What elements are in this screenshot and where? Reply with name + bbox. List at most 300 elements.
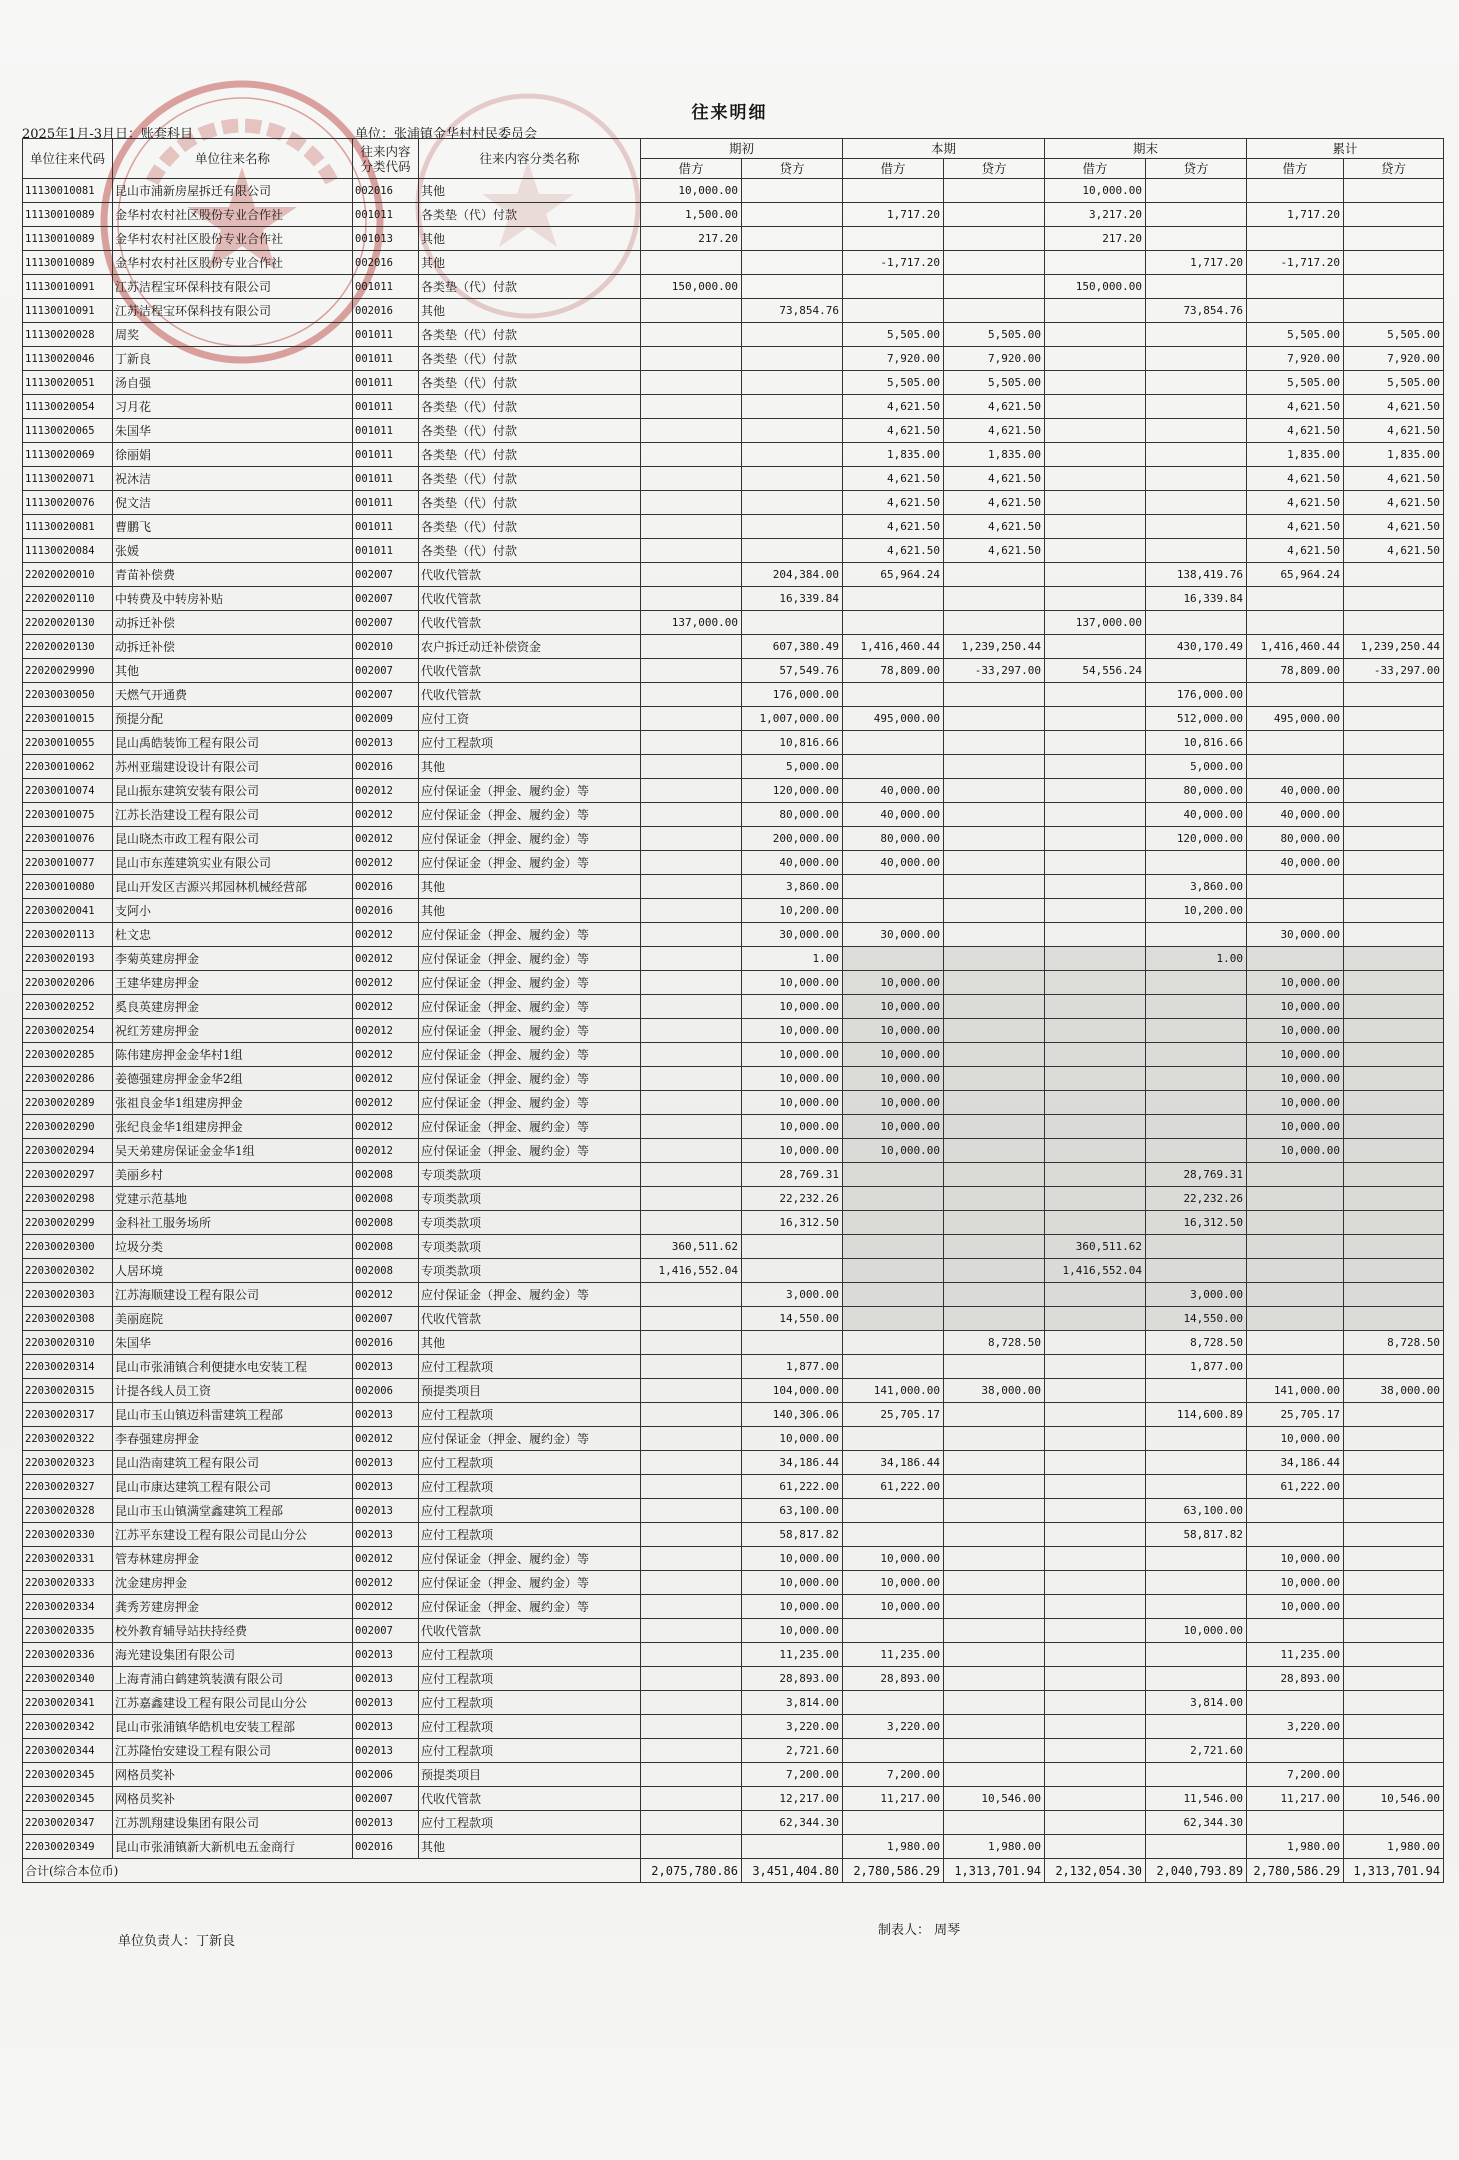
row-code: 22030020254 [23,1019,113,1043]
row-category-name: 各类垫（代）付款 [419,203,641,227]
table-row [23,227,1444,251]
row-cumulative-debit: 10,000.00 [1247,1139,1344,1163]
row-cumulative-credit [1344,1043,1444,1067]
row-ending-debit: 54,556.24 [1045,659,1146,683]
row-opening-debit [641,587,742,611]
row-ending-debit [1045,1451,1146,1475]
row-opening-credit [742,1259,843,1283]
row-cumulative-debit: 10,000.00 [1247,1067,1344,1091]
row-ending-credit [1146,1547,1247,1571]
table-row [23,1523,1444,1547]
row-opening-credit [742,491,843,515]
table-row [23,1067,1444,1091]
row-code: 22030020303 [23,1283,113,1307]
row-cumulative-credit: 7,920.00 [1344,347,1444,371]
row-current-debit [843,1811,944,1835]
row-current-debit [843,179,944,203]
row-cumulative-credit [1344,1355,1444,1379]
row-cumulative-credit [1344,875,1444,899]
row-opening-debit [641,1379,742,1403]
row-category-code: 002013 [353,731,419,755]
table-row [23,251,1444,275]
row-cumulative-debit: 10,000.00 [1247,1043,1344,1067]
row-category-name: 应付工程款项 [419,1403,641,1427]
row-ending-credit [1146,1019,1247,1043]
row-ending-debit [1045,491,1146,515]
row-ending-credit [1146,659,1247,683]
row-current-debit: 4,621.50 [843,467,944,491]
row-category-code: 001011 [353,491,419,515]
row-opening-debit [641,635,742,659]
row-ending-debit [1045,1043,1146,1067]
row-opening-debit [641,1523,742,1547]
row-opening-credit: 30,000.00 [742,923,843,947]
row-category-name: 应付保证金（押金、履约金）等 [419,923,641,947]
row-ending-credit: 3,000.00 [1146,1283,1247,1307]
row-category-name: 应付保证金（押金、履约金）等 [419,1595,641,1619]
row-cumulative-credit [1344,203,1444,227]
row-current-debit: 10,000.00 [843,1091,944,1115]
preparer-signature: 制表人： 周琴 [878,1923,961,1938]
row-category-code: 002008 [353,1211,419,1235]
row-cumulative-credit [1344,1571,1444,1595]
row-ending-credit [1146,1067,1247,1091]
row-current-debit: 40,000.00 [843,851,944,875]
row-ending-debit [1045,323,1146,347]
row-code: 22030020193 [23,947,113,971]
row-ending-credit [1146,1259,1247,1283]
row-ending-credit: 1.00 [1146,947,1247,971]
row-code: 22030030050 [23,683,113,707]
row-cumulative-credit [1344,251,1444,275]
row-cumulative-debit: 1,980.00 [1247,1835,1344,1859]
row-current-credit [944,1523,1045,1547]
row-name: 江苏嘉鑫建设工程有限公司昆山分公 [113,1691,353,1715]
row-opening-debit [641,683,742,707]
row-cumulative-credit [1344,1115,1444,1139]
row-opening-credit [742,371,843,395]
row-category-code: 002008 [353,1187,419,1211]
row-category-name: 应付保证金（押金、履约金）等 [419,1139,641,1163]
row-current-debit [843,587,944,611]
row-code: 22030020331 [23,1547,113,1571]
row-cumulative-debit: 61,222.00 [1247,1475,1344,1499]
row-current-credit [944,1091,1045,1115]
row-code: 22030020322 [23,1427,113,1451]
row-cumulative-debit [1247,875,1344,899]
row-cumulative-debit: 7,200.00 [1247,1763,1344,1787]
header-current: 本期 [843,139,1045,159]
row-current-debit: 4,621.50 [843,395,944,419]
row-category-name: 应付保证金（押金、履约金）等 [419,1019,641,1043]
row-cumulative-debit: 4,621.50 [1247,419,1344,443]
row-name: 昆山开发区吉源兴邦园林机械经营部 [113,875,353,899]
row-category-name: 各类垫（代）付款 [419,515,641,539]
row-code: 22030010076 [23,827,113,851]
row-cumulative-credit: 8,728.50 [1344,1331,1444,1355]
row-category-code: 002016 [353,1331,419,1355]
row-category-code: 002012 [353,1043,419,1067]
row-opening-credit [742,227,843,251]
row-ending-credit: 40,000.00 [1146,803,1247,827]
row-category-name: 应付保证金（押金、履约金）等 [419,1547,641,1571]
report-unit: 单位：张浦镇金华村村民委员会 [355,127,538,142]
row-opening-credit: 12,217.00 [742,1787,843,1811]
row-cumulative-debit [1247,899,1344,923]
row-opening-credit: 10,816.66 [742,731,843,755]
row-opening-credit: 1,007,000.00 [742,707,843,731]
row-category-code: 001011 [353,419,419,443]
row-ending-debit [1045,467,1146,491]
row-opening-credit [742,515,843,539]
row-cumulative-debit: 3,220.00 [1247,1715,1344,1739]
row-ending-debit [1045,635,1146,659]
row-name: 奚良英建房押金 [113,995,353,1019]
row-name: 支阿小 [113,899,353,923]
row-current-debit: 7,200.00 [843,1763,944,1787]
row-code: 22030020323 [23,1451,113,1475]
row-current-debit: 10,000.00 [843,1547,944,1571]
row-name: 昆山市张浦镇华皓机电安装工程部 [113,1715,353,1739]
row-opening-debit [641,1499,742,1523]
row-ending-credit [1146,395,1247,419]
row-category-name: 应付工程款项 [419,1739,641,1763]
row-current-debit: 1,416,460.44 [843,635,944,659]
row-category-name: 应付保证金（押金、履约金）等 [419,947,641,971]
row-category-code: 002008 [353,1235,419,1259]
row-opening-debit [641,1043,742,1067]
row-cumulative-credit [1344,1427,1444,1451]
row-cumulative-debit [1247,275,1344,299]
row-cumulative-debit: 5,505.00 [1247,323,1344,347]
row-category-code: 001011 [353,347,419,371]
table-row [23,419,1444,443]
table-row [23,1259,1444,1283]
row-code: 22030020298 [23,1187,113,1211]
row-category-name: 代收代管款 [419,611,641,635]
row-cumulative-debit: 40,000.00 [1247,851,1344,875]
table-row [23,659,1444,683]
row-cumulative-credit [1344,1163,1444,1187]
row-opening-debit: 10,000.00 [641,179,742,203]
row-ending-debit [1045,419,1146,443]
row-cumulative-debit [1247,299,1344,323]
row-code: 11130010089 [23,203,113,227]
row-opening-credit [742,611,843,635]
row-category-name: 应付工程款项 [419,1355,641,1379]
row-category-code: 002013 [353,1691,419,1715]
row-cumulative-credit [1344,1259,1444,1283]
row-opening-credit: 22,232.26 [742,1187,843,1211]
table-row [23,755,1444,779]
row-current-debit: 4,621.50 [843,515,944,539]
row-cumulative-credit [1344,1619,1444,1643]
row-current-debit: 10,000.00 [843,1595,944,1619]
row-code: 22030020330 [23,1523,113,1547]
row-category-code: 002012 [353,1571,419,1595]
row-opening-credit: 73,854.76 [742,299,843,323]
row-current-credit [944,755,1045,779]
row-category-code: 002016 [353,179,419,203]
row-opening-debit [641,803,742,827]
table-row [23,1235,1444,1259]
ledger-table [22,138,1444,1883]
row-code: 22020029990 [23,659,113,683]
row-current-credit [944,851,1045,875]
row-opening-credit [742,395,843,419]
row-category-code: 002010 [353,635,419,659]
row-category-code: 002016 [353,1835,419,1859]
row-opening-debit [641,1187,742,1211]
row-cumulative-debit [1247,1163,1344,1187]
row-category-code: 002012 [353,1091,419,1115]
row-opening-credit: 2,721.60 [742,1739,843,1763]
row-current-debit [843,1283,944,1307]
row-current-credit: 5,505.00 [944,323,1045,347]
row-cumulative-debit: 1,416,460.44 [1247,635,1344,659]
row-cumulative-debit: 11,235.00 [1247,1643,1344,1667]
row-ending-credit [1146,1427,1247,1451]
row-cumulative-debit: 10,000.00 [1247,1091,1344,1115]
row-opening-debit: 217.20 [641,227,742,251]
row-current-credit: 4,621.50 [944,467,1045,491]
row-current-debit [843,1187,944,1211]
row-cumulative-debit: 10,000.00 [1247,971,1344,995]
row-name: 昆山振东建筑安装有限公司 [113,779,353,803]
row-opening-credit [742,323,843,347]
table-row [23,1307,1444,1331]
row-opening-debit [641,731,742,755]
row-cumulative-debit [1247,1811,1344,1835]
row-cumulative-credit: 1,835.00 [1344,443,1444,467]
row-name: 昆山禹皓装饰工程有限公司 [113,731,353,755]
row-current-debit [843,299,944,323]
row-current-credit [944,1283,1045,1307]
report-title: 往来明细 [691,103,768,123]
row-category-name: 应付保证金（押金、履约金）等 [419,1067,641,1091]
row-category-code: 002007 [353,1619,419,1643]
row-cumulative-debit [1247,1283,1344,1307]
row-opening-credit: 1.00 [742,947,843,971]
row-current-debit: 5,505.00 [843,371,944,395]
row-current-credit [944,899,1045,923]
row-current-credit [944,1763,1045,1787]
table-row [23,563,1444,587]
table-row [23,851,1444,875]
row-opening-debit [641,1355,742,1379]
row-current-debit [843,611,944,635]
header-category-code: 往来内容分类代码 [353,139,419,179]
row-ending-debit [1045,1475,1146,1499]
row-current-debit: 10,000.00 [843,1571,944,1595]
row-ending-credit: 3,860.00 [1146,875,1247,899]
row-cumulative-credit [1344,563,1444,587]
row-ending-credit: 1,877.00 [1146,1355,1247,1379]
row-code: 22030020327 [23,1475,113,1499]
row-ending-debit [1045,443,1146,467]
row-code: 22020020110 [23,587,113,611]
row-category-name: 应付工程款项 [419,1811,641,1835]
row-cumulative-debit: 10,000.00 [1247,1115,1344,1139]
row-category-code: 001011 [353,203,419,227]
row-category-code: 002012 [353,1019,419,1043]
row-ending-debit [1045,1619,1146,1643]
row-name: 江苏凯翔建设集团有限公司 [113,1811,353,1835]
row-code: 11130020051 [23,371,113,395]
row-ending-credit: 2,721.60 [1146,1739,1247,1763]
row-code: 22030020315 [23,1379,113,1403]
row-category-name: 各类垫（代）付款 [419,467,641,491]
row-opening-debit [641,707,742,731]
row-ending-credit: 1,717.20 [1146,251,1247,275]
row-current-debit [843,1331,944,1355]
row-cumulative-debit [1247,1211,1344,1235]
row-category-name: 其他 [419,755,641,779]
row-category-code: 002013 [353,1811,419,1835]
row-ending-credit [1146,923,1247,947]
row-cumulative-debit [1247,1499,1344,1523]
row-name: 美丽庭院 [113,1307,353,1331]
row-current-credit [944,1115,1045,1139]
row-ending-debit [1045,251,1146,275]
row-category-name: 专项类款项 [419,1187,641,1211]
table-row [23,1427,1444,1451]
table-row [23,1547,1444,1571]
row-category-code: 002007 [353,563,419,587]
row-category-name: 专项类款项 [419,1163,641,1187]
row-name: 网格员奖补 [113,1763,353,1787]
row-ending-debit [1045,1427,1146,1451]
row-opening-credit [742,467,843,491]
unit-head-signature: 单位负责人：丁新良 [118,1934,236,1949]
row-current-credit: 1,835.00 [944,443,1045,467]
row-current-credit [944,803,1045,827]
row-category-code: 002012 [353,923,419,947]
row-opening-debit: 137,000.00 [641,611,742,635]
row-current-debit: -1,717.20 [843,251,944,275]
row-code: 22030020336 [23,1643,113,1667]
table-row [23,1643,1444,1667]
row-category-name: 各类垫（代）付款 [419,491,641,515]
row-ending-debit [1045,1115,1146,1139]
row-cumulative-debit [1247,1523,1344,1547]
row-name: 昆山市东莲建筑实业有限公司 [113,851,353,875]
row-ending-debit [1045,731,1146,755]
row-ending-debit [1045,1187,1146,1211]
row-opening-debit [641,1331,742,1355]
row-category-name: 代收代管款 [419,683,641,707]
row-code: 22030020314 [23,1355,113,1379]
row-current-debit [843,875,944,899]
row-category-code: 001011 [353,371,419,395]
row-ending-credit [1146,179,1247,203]
row-ending-credit: 10,000.00 [1146,1619,1247,1643]
row-cumulative-debit: 1,835.00 [1247,443,1344,467]
row-category-code: 002007 [353,683,419,707]
header-ending: 期末 [1045,139,1247,159]
total-current-debit: 2,780,586.29 [843,1859,944,1883]
row-category-code: 002012 [353,1283,419,1307]
row-opening-debit: 150,000.00 [641,275,742,299]
row-cumulative-debit [1247,1235,1344,1259]
row-ending-debit [1045,1835,1146,1859]
row-ending-debit [1045,947,1146,971]
row-current-credit [944,1427,1045,1451]
row-current-credit [944,1715,1045,1739]
row-ending-debit [1045,395,1146,419]
row-name: 江苏洁程宝环保科技有限公司 [113,299,353,323]
row-cumulative-debit: 4,621.50 [1247,467,1344,491]
row-opening-debit: 1,500.00 [641,203,742,227]
row-current-debit [843,1427,944,1451]
row-cumulative-credit: 38,000.00 [1344,1379,1444,1403]
row-current-credit [944,1355,1045,1379]
row-category-code: 002007 [353,1787,419,1811]
row-name: 计提各线人员工资 [113,1379,353,1403]
row-code: 11130010089 [23,227,113,251]
row-opening-debit [641,515,742,539]
row-ending-credit [1146,851,1247,875]
table-row [23,1283,1444,1307]
row-category-code: 002008 [353,1163,419,1187]
row-current-credit [944,227,1045,251]
table-row [23,1211,1444,1235]
row-code: 22030020300 [23,1235,113,1259]
table-row [23,1787,1444,1811]
row-ending-debit [1045,1643,1146,1667]
row-code: 22030020113 [23,923,113,947]
row-category-code: 001011 [353,539,419,563]
row-ending-credit [1146,419,1247,443]
row-name: 沈金建房押金 [113,1571,353,1595]
row-name: 昆山市康达建筑工程有限公司 [113,1475,353,1499]
row-category-code: 002006 [353,1763,419,1787]
row-code: 22030020344 [23,1739,113,1763]
row-current-credit: 10,546.00 [944,1787,1045,1811]
table-row [23,635,1444,659]
row-cumulative-credit [1344,1595,1444,1619]
row-current-credit [944,1739,1045,1763]
table-row [23,1763,1444,1787]
table-row [23,275,1444,299]
table-row [23,707,1444,731]
row-cumulative-debit [1247,1331,1344,1355]
header-cumulative: 累计 [1247,139,1444,159]
row-category-code: 002012 [353,1595,419,1619]
table-row [23,299,1444,323]
row-opening-credit: 10,000.00 [742,1427,843,1451]
row-category-code: 002012 [353,947,419,971]
row-code: 11130010091 [23,299,113,323]
row-ending-debit [1045,755,1146,779]
row-name: 人居环境 [113,1259,353,1283]
row-category-name: 其他 [419,251,641,275]
row-category-name: 应付保证金（押金、履约金）等 [419,971,641,995]
row-current-debit: 11,235.00 [843,1643,944,1667]
table-row [23,1667,1444,1691]
row-category-code: 002012 [353,1427,419,1451]
row-cumulative-credit: 5,505.00 [1344,371,1444,395]
row-ending-debit [1045,299,1146,323]
row-cumulative-credit [1344,1739,1444,1763]
row-opening-debit [641,323,742,347]
row-ending-credit [1146,995,1247,1019]
row-code: 11130020076 [23,491,113,515]
row-current-credit [944,1403,1045,1427]
row-code: 11130020084 [23,539,113,563]
row-code: 22030020310 [23,1331,113,1355]
row-ending-credit [1146,1451,1247,1475]
